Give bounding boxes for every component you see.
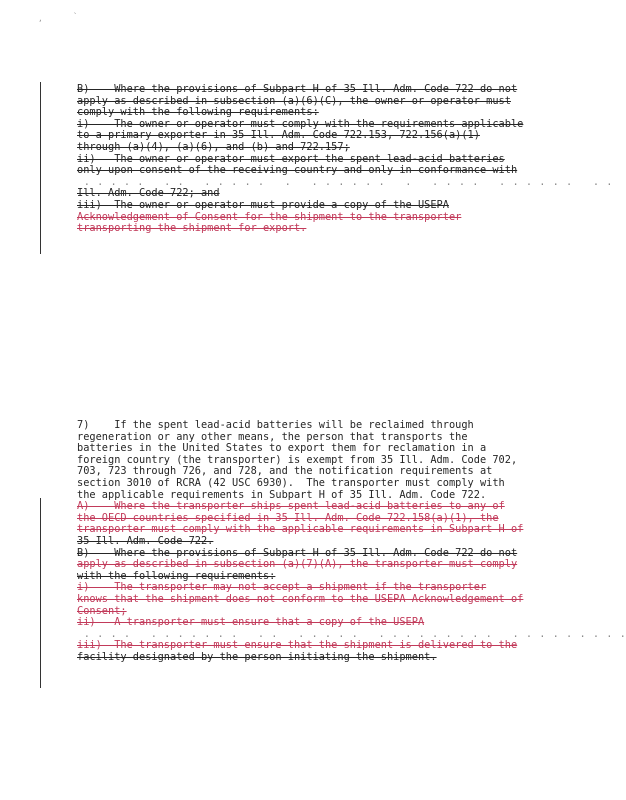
- document-line: batteries in the United States to export them for reclamation in a: [77, 442, 487, 455]
- document-line: facility designated by the person initiating the shipment.: [77, 650, 437, 663]
- document-line: 7) If the spent lead-acid batteries will be reclaimed through: [77, 419, 474, 431]
- document-line: i) The owner or operator must comply with the requirements applicable: [77, 117, 524, 130]
- document-line: Acknowledgement of Consent for the shipment to the transporter: [77, 210, 462, 223]
- document-line: B) Where the provisions of Subpart H of 35 Ill. Adm. Code 722 do not: [77, 546, 518, 559]
- document-line: section 3010 of RCRA (42 USC 6930). The transporter must comply with: [77, 476, 505, 489]
- revision-bar-bottom: [40, 498, 41, 688]
- document-line: iii) The owner or operator must provide a copy of the USEPA: [77, 198, 449, 211]
- document-line: knows that the shipment does not conform to the USEPA Acknowledgement of: [77, 592, 524, 605]
- document-line: ii) A transporter must ensure that a copy of the USEPA: [77, 616, 425, 629]
- document-line: regeneration or any other means, the person that transports the: [77, 430, 468, 443]
- document-line: through (a)(4), (a)(6), and (b) and 722.157;: [77, 140, 350, 153]
- document-line: . . . . . . . . . . . . . . . . . . . . . . . . . . . . . . . . . . . .: [77, 627, 626, 640]
- revision-bar-top: [40, 82, 41, 254]
- document-line: Ill. Adm. Code 722; and: [77, 187, 220, 200]
- document-line: Consent;: [77, 604, 127, 617]
- document-line: . . . . . . . . . . . . . . . . . . . . . . . . . . . . . . . .: [77, 175, 613, 188]
- document-line: B) Where the provisions of Subpart H of 35 Ill. Adm. Code 722 do not: [77, 83, 518, 95]
- document-line: iii) The transporter must ensure that the shipment is delivered to the: [77, 639, 518, 652]
- document-line: the applicable requirements in Subpart H of 35 Ill. Adm. Code 722.: [77, 488, 487, 501]
- scan-mark-right: `: [73, 12, 78, 21]
- document-line: A) Where the transporter ships spent lead-acid batteries to any of: [77, 500, 505, 513]
- document-line: comply with the following requirements:: [77, 106, 319, 119]
- document-line: only upon consent of the receiving country and only in conformance with: [77, 164, 518, 177]
- document-line: ii) The owner or operator must export the spent lead-acid batteries: [77, 152, 505, 165]
- document-line: to a primary exporter in 35 Ill. Adm. Code 722.153, 722.156(a)(1): [77, 129, 480, 142]
- scan-mark-left: ,: [38, 14, 43, 23]
- document-line: the OECD countries specified in 35 Ill. Adm. Code 722.158(a)(1), the: [77, 511, 499, 524]
- document-line: foreign country (the transporter) is exempt from 35 Ill. Adm. Code 702,: [77, 453, 518, 466]
- document-line: transporter must comply with the applicable requirements in Subpart H of: [77, 523, 524, 536]
- document-line: 35 Ill. Adm. Code 722.: [77, 534, 214, 547]
- document-line: apply as described in subsection (a)(6)(C), the owner or operator must: [77, 94, 511, 107]
- document-line: transporting the shipment for export.: [77, 222, 307, 235]
- document-line: i) The transporter may not accept a shipment if the transporter: [77, 581, 487, 594]
- document-line: with the following requirements:: [77, 569, 276, 582]
- document-line: apply as described in subsection (a)(7)(A), the transporter must comply: [77, 558, 518, 571]
- document-line: 703, 723 through 726, and 728, and the notification requirements at: [77, 465, 493, 478]
- struck-provision-section: [77, 83, 613, 235]
- transporter-provision-section: [77, 419, 626, 663]
